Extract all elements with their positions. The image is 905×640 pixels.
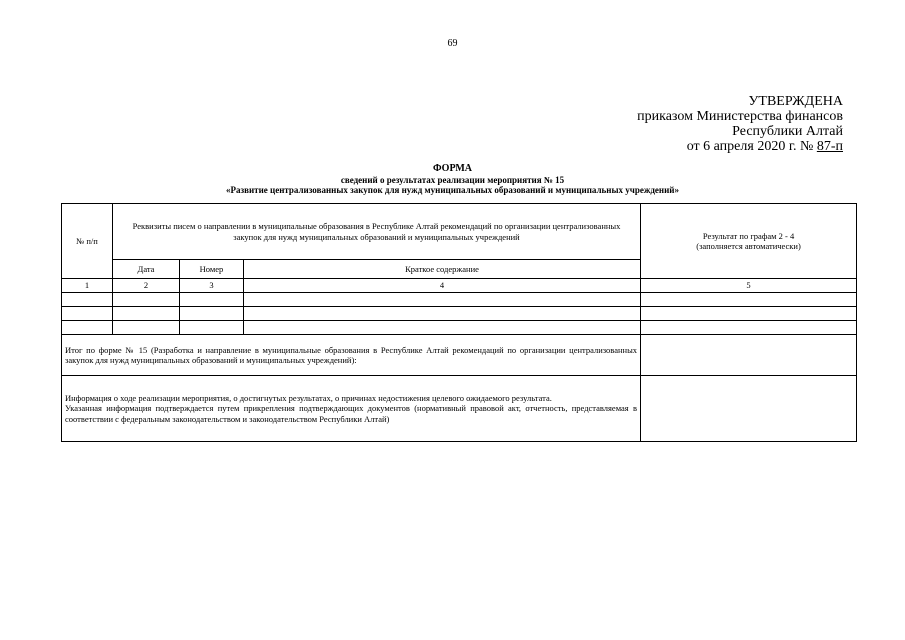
header-date: Дата bbox=[113, 260, 180, 279]
header-result bbox=[641, 204, 857, 279]
empty-cell bbox=[180, 307, 244, 321]
page-number: 69 bbox=[447, 38, 458, 49]
header-number: Номер bbox=[180, 260, 244, 279]
total-result-cell bbox=[641, 335, 857, 376]
empty-cell bbox=[244, 321, 641, 335]
approval-line-2: Республики Алтай bbox=[732, 124, 843, 139]
empty-cell bbox=[113, 307, 180, 321]
empty-cell bbox=[62, 321, 113, 335]
column-number: 4 bbox=[244, 279, 641, 293]
empty-cell bbox=[641, 307, 857, 321]
column-number: 2 bbox=[113, 279, 180, 293]
approval-heading: УТВЕРЖДЕНА bbox=[748, 94, 843, 109]
form-title bbox=[0, 164, 905, 196]
report-table bbox=[61, 203, 857, 442]
empty-cell bbox=[62, 307, 113, 321]
table-header-row bbox=[62, 204, 857, 260]
header-result-line-1: Результат по графам 2 - 4 bbox=[702, 230, 795, 241]
header-result-line-2: (заполняется автоматически) bbox=[696, 241, 801, 251]
column-number: 3 bbox=[180, 279, 244, 293]
total-text: Итог по форме № 15 (Разработка и направление в муниципальные образования в Республике Алтай рекомендаций по организации централизованных закупок для нужд муниципальных образований и муниципальных учреждений): bbox=[62, 335, 641, 376]
empty-cell bbox=[244, 293, 641, 307]
approval-date: от 6 апреля 2020 г. № bbox=[686, 139, 814, 154]
empty-cell bbox=[62, 293, 113, 307]
info-row bbox=[62, 376, 857, 442]
table-row bbox=[62, 293, 857, 307]
empty-cell bbox=[641, 293, 857, 307]
approval-line-1: приказом Министерства финансов bbox=[637, 109, 843, 124]
total-row bbox=[62, 335, 857, 376]
form-heading: ФОРМА bbox=[432, 163, 473, 174]
empty-cell bbox=[641, 321, 857, 335]
empty-cell bbox=[180, 321, 244, 335]
header-num: № п/п bbox=[62, 204, 113, 279]
info-line-1: Информация о ходе реализации мероприятия, о достигнутых результатах, о причинах недостижения целевого ожидаемого результата. bbox=[65, 392, 552, 403]
header-summary: Краткое содержание bbox=[244, 260, 641, 279]
column-number: 5 bbox=[641, 279, 857, 293]
empty-cell bbox=[113, 321, 180, 335]
table-row bbox=[62, 307, 857, 321]
form-subtitle-2: «Развитие централизованных закупок для нужд муниципальных образований и муниципальных учреждений» bbox=[226, 185, 679, 195]
empty-cell bbox=[113, 293, 180, 307]
column-number: 1 bbox=[62, 279, 113, 293]
info-result-cell bbox=[641, 376, 857, 442]
approval-stamp bbox=[563, 94, 843, 154]
empty-cell bbox=[180, 293, 244, 307]
form-subtitle-1: сведений о результатах реализации мероприятия № 15 bbox=[340, 174, 565, 185]
header-letters-group: Реквизиты писем о направлении в муниципальные образования в Республике Алтай рекомендаций по организации централизованных закупок для нужд муниципальных образований и муниципальных учреждений bbox=[113, 204, 641, 260]
empty-cell bbox=[244, 307, 641, 321]
column-numbers-row bbox=[62, 279, 857, 293]
order-number: 87-п bbox=[816, 139, 843, 154]
approval-date-line bbox=[563, 139, 843, 154]
info-cell bbox=[62, 376, 641, 442]
info-line-2: Указанная информация подтверждается путем прикрепления подтверждающих документов (нормативный правовой акт, отчетность, представляемая в соответствии с федеральным законодательством и законодательством Республики Алтай) bbox=[65, 403, 638, 424]
table-row bbox=[62, 321, 857, 335]
